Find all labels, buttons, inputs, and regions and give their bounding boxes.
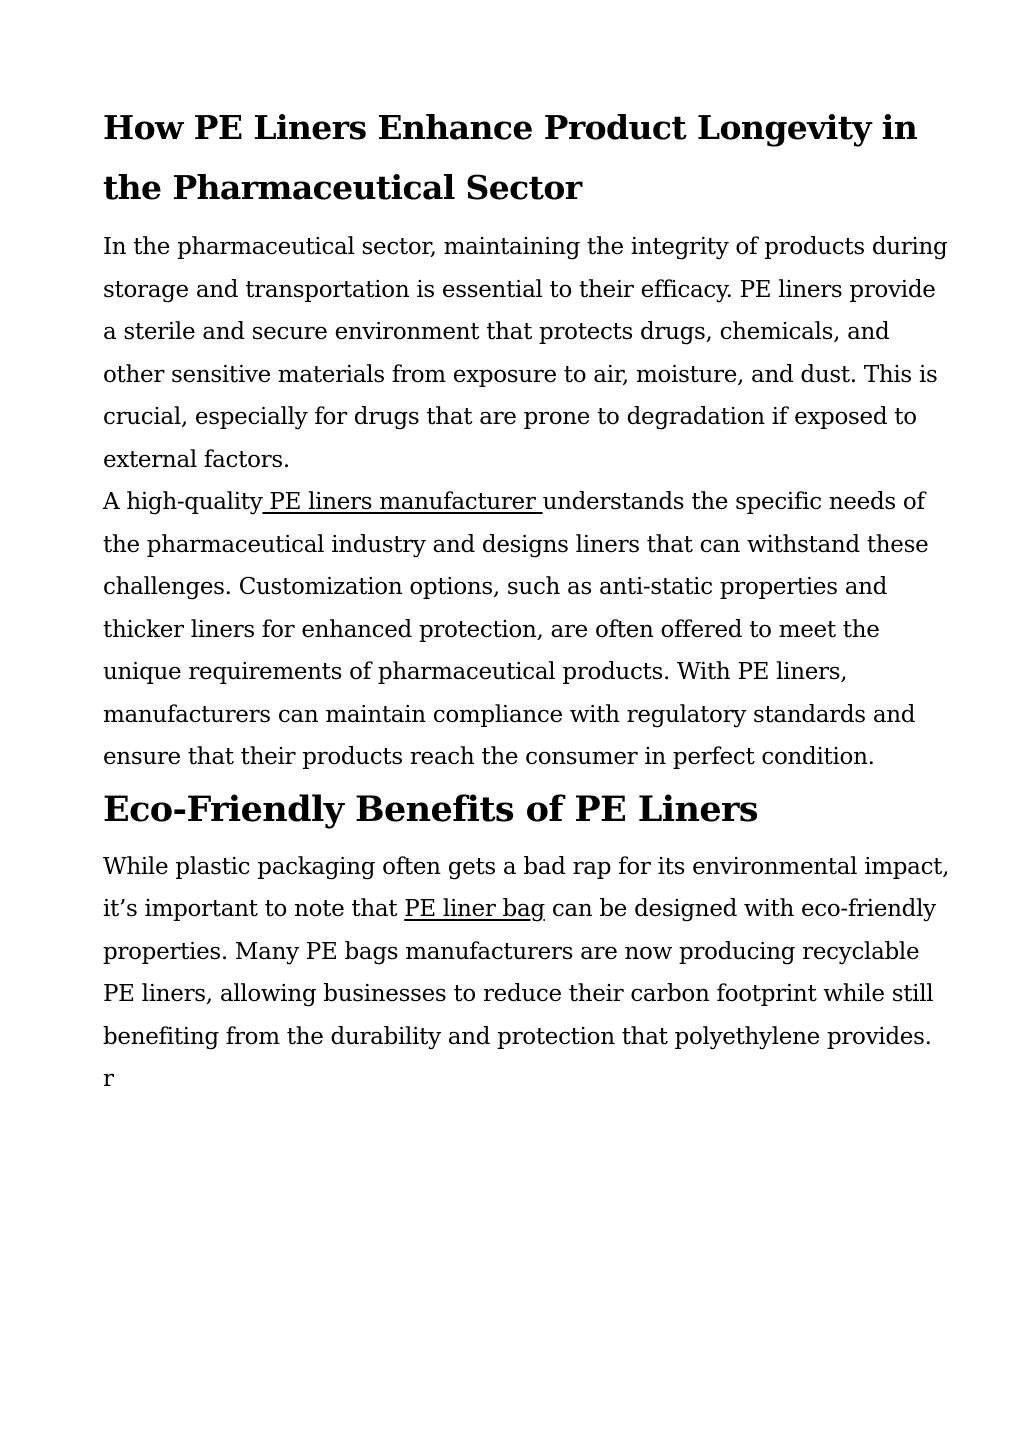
paragraph-intro: In the pharmaceutical sector, maintaining the integrity of products during storage and transportation is essential to their efficacy. PE liners provide a sterile and secure environment that protects drugs, chemicals, and other sensitive materials from exposure to air, moisture, and dust. This is crucial, especially for drugs that are prone to degradation if exposed to external factors. xyxy=(103,234,948,473)
paragraph-text: understands the specific needs of the pharmaceutical industry and designs liners that can withstand these challenges. Customization options, such as anti-static properties and thicker liners for enhanced protection, are often offered to meet the unique requirements of pharmaceutical products. With PE liners, manufacturers can maintain compliance with regulatory standards and ensure that their products reach the consumer in perfect condition. xyxy=(103,489,929,770)
pe-liner-bag-link[interactable]: PE liner bag xyxy=(404,896,545,922)
article-title: How PE Liners Enhance Product Longevity in the Pharmaceutical Sector xyxy=(103,108,918,207)
document-page xyxy=(103,98,953,1101)
spacer xyxy=(103,218,953,226)
paragraph-text: A high-quality xyxy=(103,489,263,515)
trailing-text: r xyxy=(103,1066,114,1092)
paragraph-eco xyxy=(103,846,953,1059)
pe-liners-manufacturer-link[interactable]: PE liners manufacturer xyxy=(262,489,543,515)
paragraph-manufacturer xyxy=(103,481,953,779)
paragraph-text: While plastic packaging often gets a bad rap for its environmental impact, it’s important to note that xyxy=(103,853,950,922)
section-heading-eco-friendly: Eco-Friendly Benefits of PE Liners xyxy=(103,788,758,830)
paragraph-text: can be designed with eco-friendly properties. Many PE bags manufacturers are now producing recyclable PE liners, allowing businesses to reduce their carbon footprint while still benefiting from the durability and protection that polyethylene provides. xyxy=(103,896,936,1050)
